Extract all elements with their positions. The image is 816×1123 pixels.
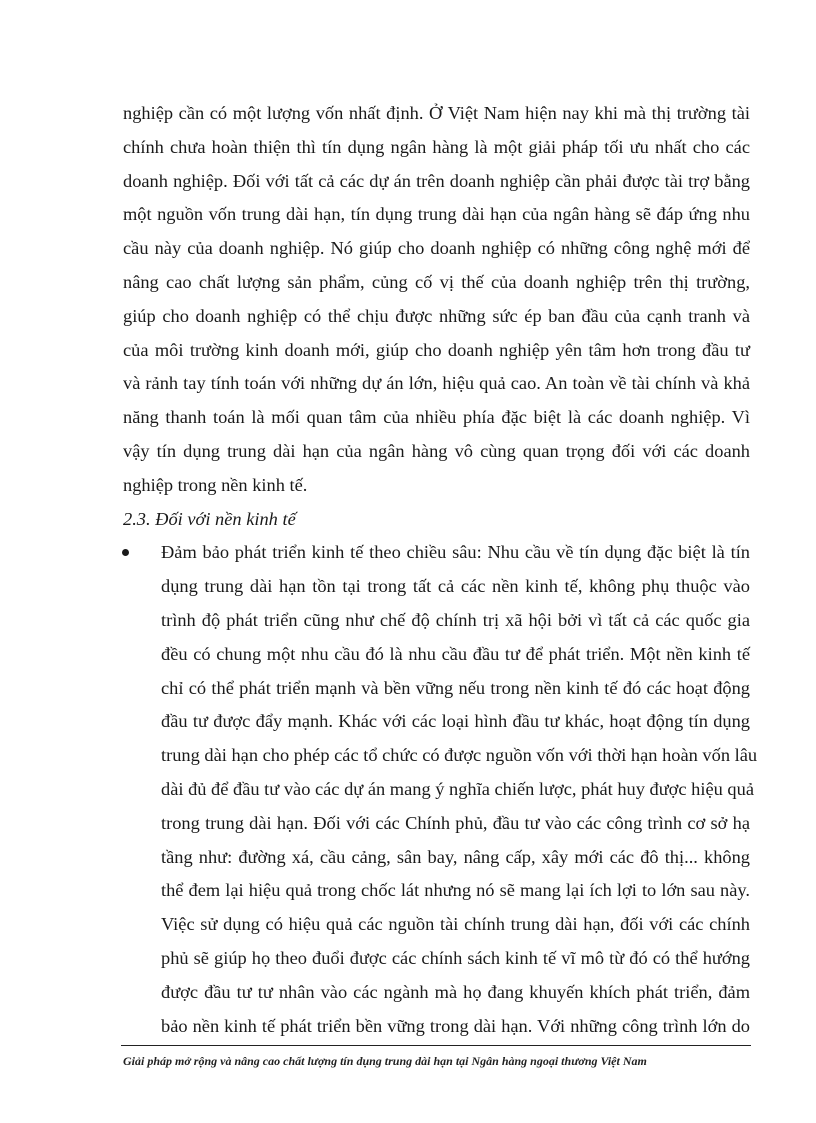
- page-footer: Giải pháp mở rộng và nâng cao chất lượng tín dụng trung dài hạn tại Ngân hàng ngoại thương Việt Nam: [123, 1054, 647, 1068]
- bullet-line: đầu tư được đẩy mạnh. Khác với các loại hình đầu tư khác, hoạt động tín dụng: [161, 711, 750, 732]
- paragraph-line: nghiệp cần có một lượng vốn nhất định. Ở Việt Nam hiện nay khi mà thị trường tài: [123, 103, 750, 123]
- body-text: [123, 97, 758, 1043]
- bullet-text: [161, 536, 758, 1043]
- footer-divider: [121, 1045, 751, 1046]
- bullet-line: bảo nền kinh tế phát triển bền vững trong dài hạn. Với những công trình lớn do: [161, 1015, 750, 1036]
- bullet-line: tầng như: đường xá, cầu cảng, sân bay, nâng cấp, xây mới các đô thị... không: [161, 846, 750, 867]
- bullet-line: trong trung dài hạn. Đối với các Chính phủ, đầu tư vào các công trình cơ sở hạ: [161, 812, 750, 833]
- bullet-line: dài đủ để đầu tư vào các dự án mang ý nghĩa chiến lược, phát huy được hiệu quả: [161, 778, 754, 799]
- paragraph-line: và rảnh tay tính toán với những dự án lớn, hiệu quả cao. An toàn về tài chính và khả: [123, 373, 750, 394]
- bullet-item: [123, 536, 758, 1043]
- bullet-line: Đảm bảo phát triển kinh tế theo chiều sâu: Nhu cầu về tín dụng đặc biệt là tín: [161, 542, 750, 563]
- bullet-line: Việc sử dụng có hiệu quả các nguồn tài chính trung dài hạn, đối với các chính: [161, 914, 750, 935]
- paragraph-line: giúp cho doanh nghiệp có thể chịu được những sức ép ban đầu của cạnh tranh và: [123, 305, 750, 326]
- paragraph-line: năng thanh toán là mối quan tâm của nhiều phía đặc biệt là các doanh nghiệp. Vì: [123, 407, 750, 428]
- bullet-line: trung dài hạn cho phép các tổ chức có được nguồn vốn với thời hạn hoàn vốn lâu: [161, 745, 758, 766]
- paragraph-line: doanh nghiệp. Đối với tất cả các dự án trên doanh nghiệp cần phải được tài trợ bằng: [123, 170, 750, 191]
- paragraph: [123, 97, 750, 503]
- bullet-line: được đầu tư tư nhân vào các ngành mà họ đang khuyến khích phát triển, đảm: [161, 981, 750, 1002]
- bullet-line: đều có chung một nhu cầu đó là nhu cầu đầu tư để phát triển. Một nền kinh tế: [161, 643, 750, 664]
- bullet-line: thể đem lại hiệu quả trong chốc lát nhưng nó sẽ mang lại ích lợi to lớn sau này.: [161, 880, 750, 901]
- bullet-line: trình độ phát triển cũng như chế độ chính trị xã hội bởi vì tất cả các quốc gia: [161, 609, 750, 630]
- paragraph-line: cầu này của doanh nghiệp. Nó giúp cho doanh nghiệp có những công nghệ mới để: [123, 238, 750, 259]
- section-heading: 2.3. Đối với nền kinh tế: [123, 508, 296, 529]
- paragraph-line: vậy tín dụng trung dài hạn của ngân hàng vô cùng quan trọng đối với các doanh: [123, 440, 750, 461]
- bullet-line: chỉ có thể phát triển mạnh và bền vững nếu trong nền kinh tế đó các hoạt động: [161, 677, 750, 698]
- paragraph-line: nâng cao chất lượng sản phẩm, củng cố vị thế của doanh nghiệp trên thị trường,: [123, 271, 750, 292]
- bullet-line: dụng trung dài hạn tồn tại trong tất cả các nền kinh tế, không phụ thuộc vào: [161, 576, 750, 597]
- paragraph-line: một nguồn vốn trung dài hạn, tín dụng trung dài hạn của ngân hàng sẽ đáp ứng nhu: [123, 204, 750, 225]
- paragraph-line: nghiệp trong nền kinh tế.: [123, 474, 308, 495]
- bullet-line: phủ sẽ giúp họ theo đuổi được các chính sách kinh tế vĩ mô từ đó có thể hướng: [161, 947, 750, 968]
- paragraph-line: của môi trường kinh doanh mới, giúp cho doanh nghiệp yên tâm hơn trong đầu tư: [123, 339, 750, 360]
- bullet-icon: [122, 549, 129, 556]
- paragraph-line: chính chưa hoàn thiện thì tín dụng ngân hàng là một giải pháp tối ưu nhất cho các: [123, 136, 750, 157]
